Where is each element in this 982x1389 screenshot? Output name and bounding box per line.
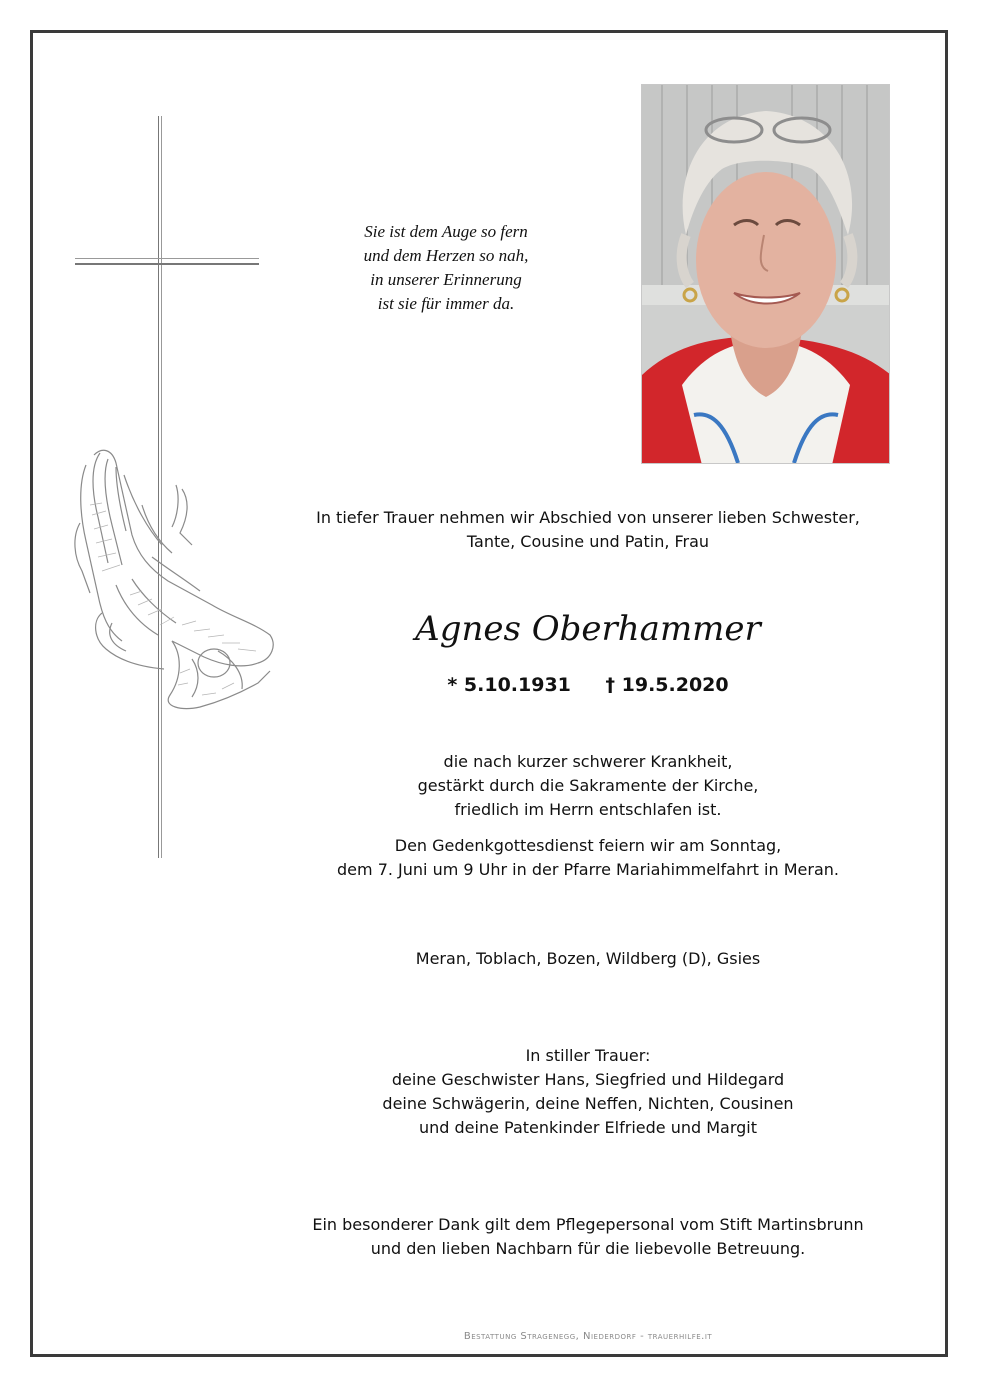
passing-text	[290, 750, 886, 822]
death-date: † 19.5.2020	[605, 674, 729, 696]
service-line: Den Gedenkgottesdienst feiern wir am Sonntag,	[394, 836, 782, 855]
quote-line: ist sie für immer da.	[377, 294, 515, 313]
quote-line: und dem Herzen so nah,	[363, 246, 529, 265]
mourners-line: und deine Patenkinder Elfriede und Margit	[419, 1118, 757, 1137]
memorial-quote	[300, 220, 592, 316]
mourners-line: deine Geschwister Hans, Siegfried und Hildegard	[391, 1070, 785, 1089]
funeral-home-footer: Bestattung Stragenegg, Niederdorf - trauerhilfe.it	[463, 1331, 713, 1342]
intro-text	[290, 506, 886, 554]
mourners-text	[290, 1044, 886, 1140]
deceased-name: Agnes Oberhammer	[415, 609, 761, 649]
quote-line: Sie ist dem Auge so fern	[364, 222, 528, 241]
portrait-photo	[641, 84, 890, 464]
birth-date: * 5.10.1931	[447, 674, 571, 696]
thanks-text	[290, 1213, 886, 1261]
portrait-illustration	[642, 85, 890, 464]
thanks-line: Ein besonderer Dank gilt dem Pflegepersonal vom Stift Martinsbrunn	[312, 1215, 864, 1234]
places-text	[290, 947, 886, 971]
passing-line: gestärkt durch die Sakramente der Kirche,	[417, 776, 759, 795]
cross-horizontal-beam	[75, 258, 259, 265]
thanks-line: und den lieben Nachbarn für die liebevolle Betreuung.	[370, 1239, 806, 1258]
service-text	[290, 834, 886, 882]
service-line: dem 7. Juni um 9 Uhr in der Pfarre Mariahimmelfahrt in Meran.	[337, 860, 839, 879]
intro-line: Tante, Cousine und Patin, Frau	[466, 532, 710, 551]
passing-line: die nach kurzer schwerer Krankheit,	[443, 752, 733, 771]
mourners-line: In stiller Trauer:	[525, 1046, 651, 1065]
praying-hands-icon	[72, 445, 277, 715]
intro-line: In tiefer Trauer nehmen wir Abschied von unserer lieben Schwester,	[316, 508, 860, 527]
passing-line: friedlich im Herrn entschlafen ist.	[454, 800, 722, 819]
places-line: Meran, Toblach, Bozen, Wildberg (D), Gsies	[415, 949, 761, 968]
mourners-line: deine Schwägerin, deine Neffen, Nichten, Cousinen	[382, 1094, 794, 1113]
quote-line: in unserer Erinnerung	[370, 270, 522, 289]
life-dates	[290, 672, 886, 698]
